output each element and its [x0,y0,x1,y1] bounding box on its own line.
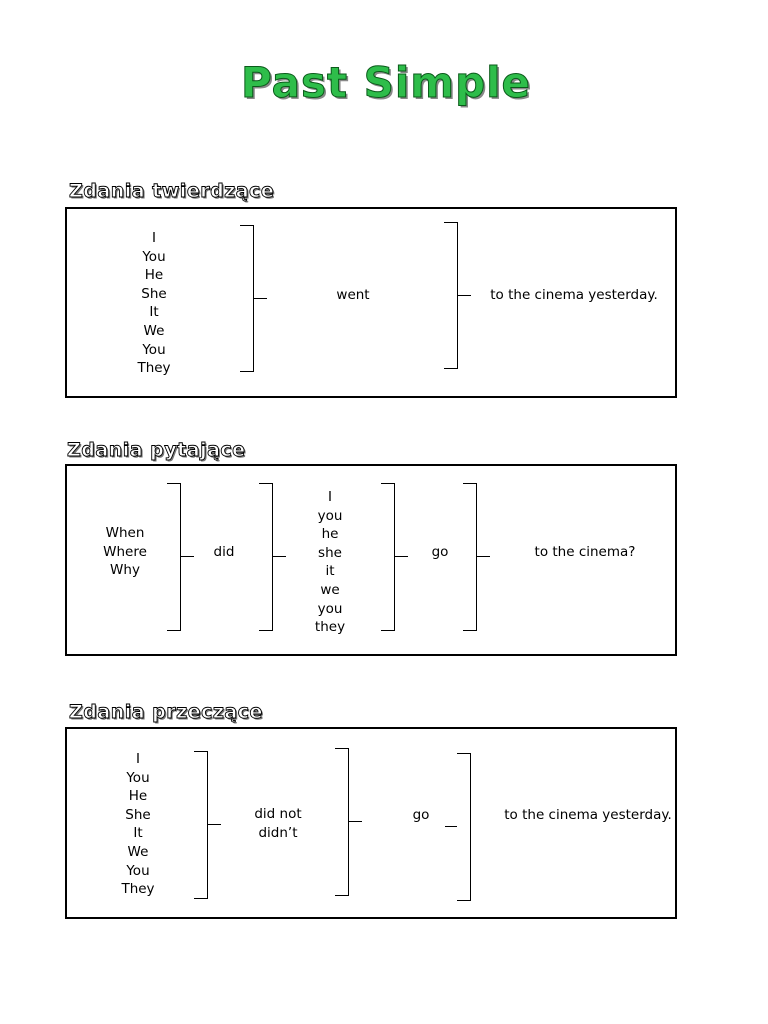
bracket-negation [335,748,349,896]
bracket-subjects [381,483,395,631]
bracket-tick [208,824,221,825]
list-item: When [105,525,145,541]
list-item: she [318,544,342,561]
verb-went: went [336,287,370,303]
list-item: He [128,788,148,805]
page-title: Past Simple [240,58,532,107]
list-item: It [149,304,159,321]
bracket-question-words [167,483,181,631]
sentence-ending: to the cinema yesterday. [490,287,658,303]
questions-box [65,464,677,656]
list-item: you [317,600,343,617]
section-heading-affirmative: Zdania twierdzące [69,180,275,202]
list-item: didn’t [258,824,298,841]
list-item: You [142,341,166,358]
bracket-subjects [194,751,208,899]
bracket-tick [477,556,490,557]
bracket-tick [254,298,267,299]
list-item: You [126,769,150,786]
bracket-tick [273,556,286,557]
bracket-tick [395,556,408,557]
list-item: She [125,806,151,823]
question-word-list [103,524,147,580]
list-item: it [325,563,335,580]
affirmative-box [65,207,677,398]
list-item: I [136,751,140,767]
list-item: It [133,825,143,842]
subject-list [137,229,170,378]
list-item: did not [254,806,302,822]
list-item: I [328,489,332,505]
bracket-verb [457,753,471,901]
list-item: We [127,843,149,860]
list-item: I [152,230,156,246]
sentence-ending: to the cinema? [534,544,636,560]
list-item: They [137,360,171,377]
negation-list [254,805,301,842]
bracket-verb [444,222,458,369]
subject-list [121,750,154,899]
list-item: they [314,619,346,636]
list-item: She [141,285,167,302]
list-item: You [126,862,150,879]
list-item: we [320,581,340,598]
list-item: he [321,526,339,543]
list-item: You [142,248,166,265]
auxiliary-did: did [213,544,235,560]
bracket-subjects [240,225,254,372]
bracket-verb [463,483,477,631]
sentence-ending: to the cinema yesterday. [504,807,672,823]
bracket-tick [181,556,194,557]
bracket-tick [445,826,457,827]
verb-go: go [412,807,430,823]
list-item: He [144,267,164,284]
list-item: We [143,322,165,339]
section-heading-questions: Zdania pytające [67,439,246,461]
verb-go: go [431,544,449,560]
list-item: you [317,507,343,524]
bracket-tick [458,295,471,296]
bracket-auxiliary [259,483,273,631]
list-item: They [121,881,155,898]
negative-box [65,727,677,919]
section-heading-negative: Zdania przeczące [69,701,263,723]
bracket-tick [349,821,362,822]
subject-list [315,488,345,637]
list-item: Where [103,543,147,560]
list-item: Why [110,562,140,579]
